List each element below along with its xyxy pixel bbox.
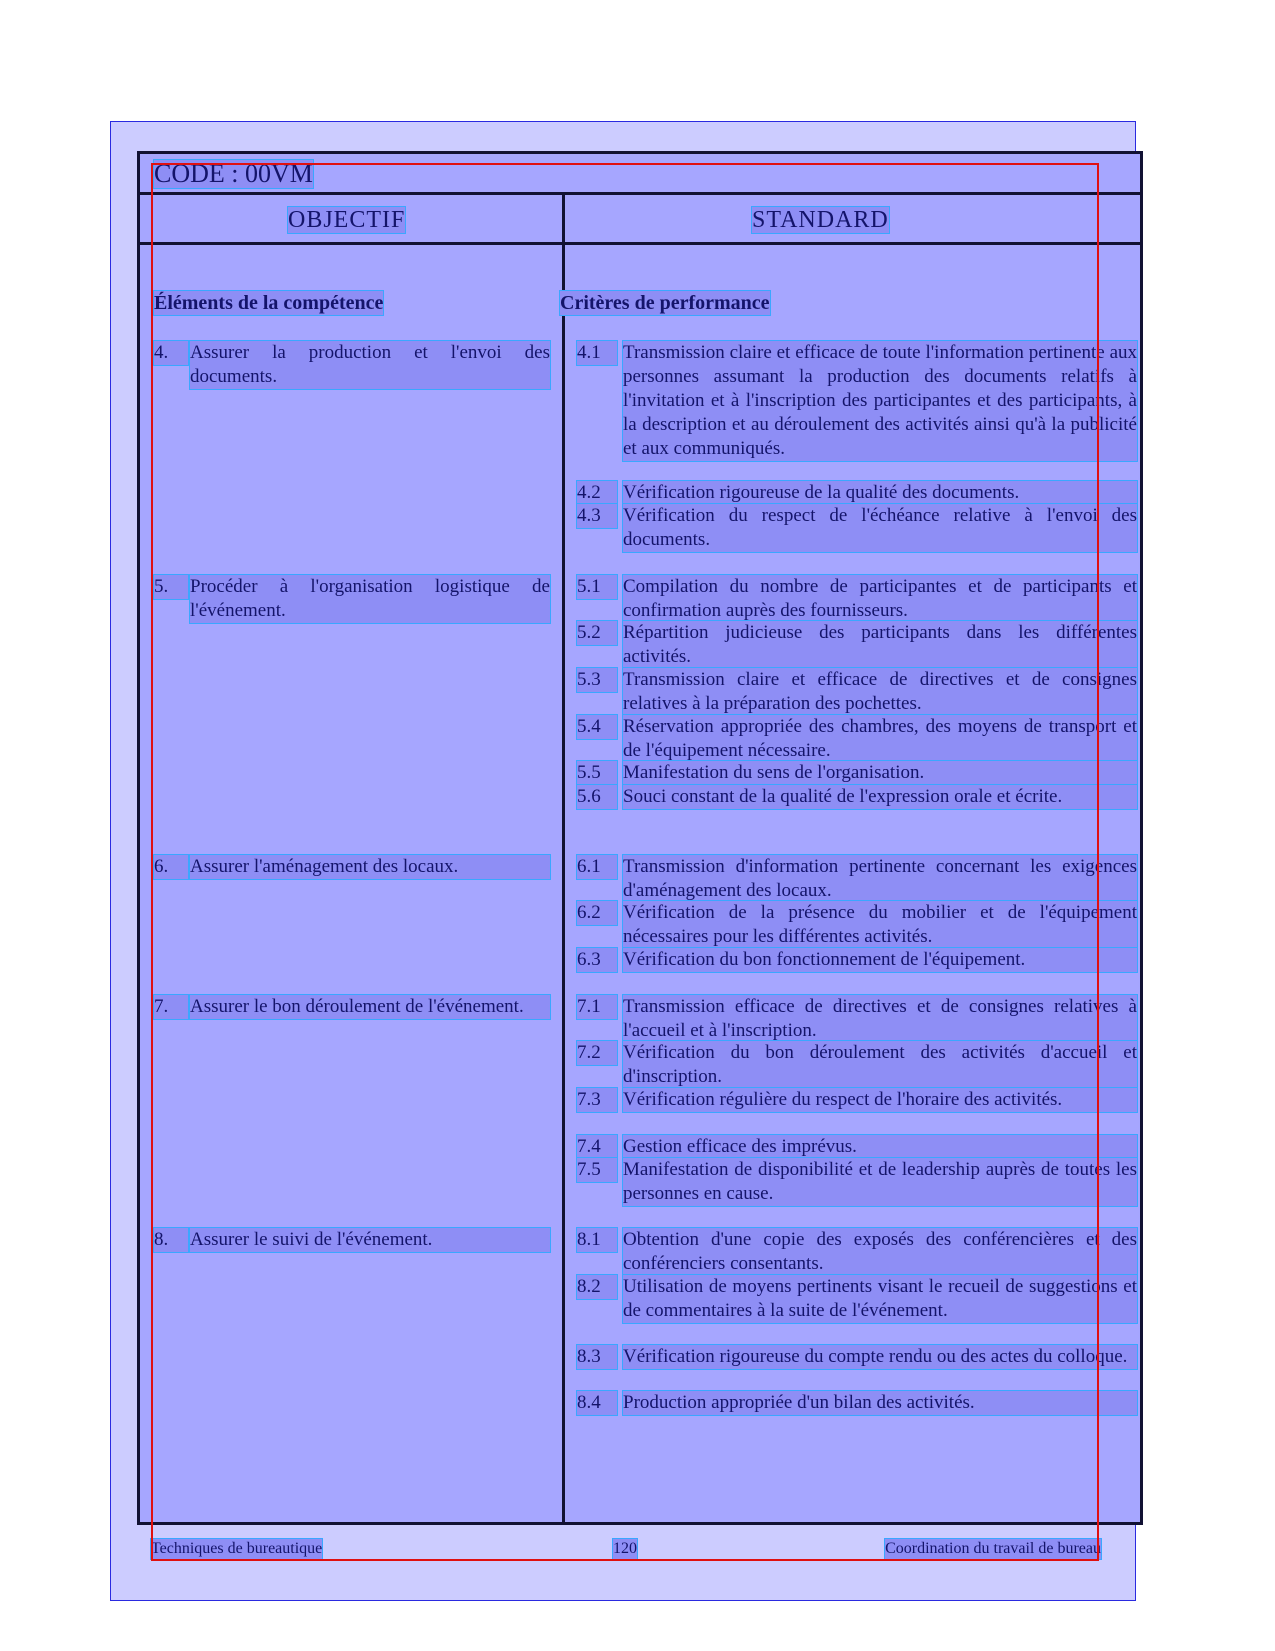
element-text: Assurer le suivi de l'événement. — [190, 1228, 550, 1252]
criterion-6-1 — [577, 855, 1137, 903]
criterion-8-2 — [577, 1275, 1137, 1323]
criterion-text: Vérification du bon déroulement des activités d'accueil et d'inscription. — [623, 1042, 1137, 1087]
criterion-text: Obtention d'une copie des exposés des conférencières et des conférenciers consentants. — [623, 1229, 1137, 1274]
table-body — [140, 248, 1140, 1525]
criterion-number: 8.1 — [577, 1228, 617, 1252]
criterion-8-3 — [577, 1345, 1137, 1369]
criterion-text: Vérification du bon fonctionnement de l'équipement. — [623, 948, 1137, 972]
element-7 — [154, 995, 550, 1019]
criterion-4-1 — [577, 341, 1137, 461]
criterion-number: 8.4 — [577, 1391, 617, 1415]
criterion-7-2 — [577, 1041, 1137, 1089]
criterion-text: Gestion efficace des imprévus. — [623, 1135, 1137, 1159]
criterion-text: Compilation du nombre de participantes et de participants et confirmation auprès des fournisseurs. — [623, 576, 1137, 621]
criterion-number: 5.5 — [577, 761, 617, 785]
criterion-7-1 — [577, 995, 1137, 1043]
criterion-5-6 — [577, 785, 1137, 809]
criterion-number: 5.4 — [577, 715, 617, 739]
criterion-number: 6.2 — [577, 901, 617, 925]
criterion-text: Vérification régulière du respect de l'horaire des activités. — [623, 1088, 1137, 1112]
criterion-text: Transmission d'information pertinente concernant les exigences d'aménagement des locaux. — [623, 856, 1137, 901]
code-row — [140, 154, 1140, 195]
criterion-text: Vérification de la présence du mobilier et de l'équipement nécessaires pour les différentes activités. — [623, 902, 1137, 947]
criterion-text: Vérification rigoureuse de la qualité des documents. — [623, 481, 1137, 505]
element-4 — [154, 341, 550, 389]
competency-code: CODE : 00VM — [154, 159, 313, 188]
criterion-5-4 — [577, 715, 1137, 763]
criterion-number: 7.5 — [577, 1158, 617, 1182]
criterion-text: Vérification du respect de l'échéance relative à l'envoi des documents. — [623, 505, 1137, 550]
criterion-number: 6.1 — [577, 855, 617, 879]
criterion-7-4 — [577, 1135, 1137, 1159]
criterion-5-5 — [577, 761, 1137, 785]
elements-title: Éléments de la compétence — [154, 292, 384, 314]
criterion-number: 5.3 — [577, 668, 617, 692]
criterion-6-2 — [577, 901, 1137, 949]
criterion-text: Transmission claire et efficace de toute l'information pertinente aux personnes assumant la production des documents relatifs à l'invitation et à l'inscription des participantes et des participants, à la description et au déroulement des activités ainsi qu'à la publicité et aux communiqués. — [623, 342, 1137, 459]
footer-course-title: Coordination du travail de bureau — [885, 1540, 1101, 1557]
element-8 — [154, 1228, 550, 1252]
criterion-4-2 — [577, 481, 1137, 505]
criterion-text: Répartition judicieuse des participants dans les différentes activités. — [623, 622, 1137, 667]
criterion-text: Souci constant de la qualité de l'expression orale et écrite. — [623, 785, 1137, 809]
criterion-number: 5.2 — [577, 621, 617, 645]
element-number: 8. — [154, 1228, 188, 1252]
criterion-text: Production appropriée d'un bilan des activités. — [623, 1391, 1137, 1415]
criterion-number: 8.3 — [577, 1345, 617, 1369]
criterion-7-5 — [577, 1158, 1137, 1206]
criterion-number: 7.1 — [577, 995, 617, 1019]
criterion-text: Vérification rigoureuse du compte rendu ou des actes du colloque. — [623, 1345, 1137, 1369]
element-number: 5. — [154, 575, 188, 599]
criterion-number: 4.2 — [577, 481, 617, 505]
element-6 — [154, 855, 550, 879]
criterion-text: Manifestation de disponibilité et de leadership auprès de toutes les personnes en cause. — [623, 1159, 1137, 1204]
criterion-5-3 — [577, 668, 1137, 716]
criterion-text: Utilisation de moyens pertinents visant le recueil de suggestions et de commentaires à la suite de l'événement. — [623, 1276, 1137, 1321]
criterion-5-2 — [577, 621, 1137, 669]
header-row — [140, 195, 1140, 245]
criterion-8-1 — [577, 1228, 1137, 1276]
criterion-4-3 — [577, 504, 1137, 552]
criterion-text: Manifestation du sens de l'organisation. — [623, 761, 1137, 785]
criterion-number: 7.4 — [577, 1135, 617, 1159]
criteria-title: Critères de performance — [560, 292, 770, 314]
element-text: Assurer l'aménagement des locaux. — [190, 855, 550, 879]
criterion-number: 4.1 — [577, 341, 617, 365]
footer-program: Techniques de bureautique — [151, 1540, 323, 1557]
criterion-number: 6.3 — [577, 948, 617, 972]
criterion-5-1 — [577, 575, 1137, 623]
element-5 — [154, 575, 550, 623]
element-text: Assurer le bon déroulement de l'événement. — [190, 995, 550, 1019]
page-footer — [151, 1539, 1101, 1559]
element-text: Procéder à l'organisation logistique de l'événement. — [190, 576, 550, 621]
element-text: Assurer la production et l'envoi des documents. — [190, 342, 550, 387]
footer-page-number: 120 — [613, 1540, 637, 1557]
criterion-text: Réservation appropriée des chambres, des moyens de transport et de l'équipement nécessaire. — [623, 716, 1137, 761]
criterion-6-3 — [577, 948, 1137, 972]
criterion-number: 4.3 — [577, 504, 617, 528]
criterion-8-4 — [577, 1391, 1137, 1415]
element-number: 4. — [154, 341, 188, 365]
criterion-number: 7.2 — [577, 1041, 617, 1065]
criterion-number: 8.2 — [577, 1275, 617, 1299]
criterion-text: Transmission claire et efficace de directives et de consignes relatives à la préparation des pochettes. — [623, 669, 1137, 714]
competency-table — [137, 151, 1143, 1525]
element-number: 7. — [154, 995, 188, 1019]
header-objective: OBJECTIF — [288, 207, 406, 233]
element-number: 6. — [154, 855, 188, 879]
criterion-text: Transmission efficace de directives et de consignes relatives à l'accueil et à l'inscription. — [623, 996, 1137, 1041]
criterion-number: 5.6 — [577, 785, 617, 809]
header-standard: STANDARD — [752, 207, 889, 233]
criterion-7-3 — [577, 1088, 1137, 1112]
criterion-number: 7.3 — [577, 1088, 617, 1112]
criterion-number: 5.1 — [577, 575, 617, 599]
